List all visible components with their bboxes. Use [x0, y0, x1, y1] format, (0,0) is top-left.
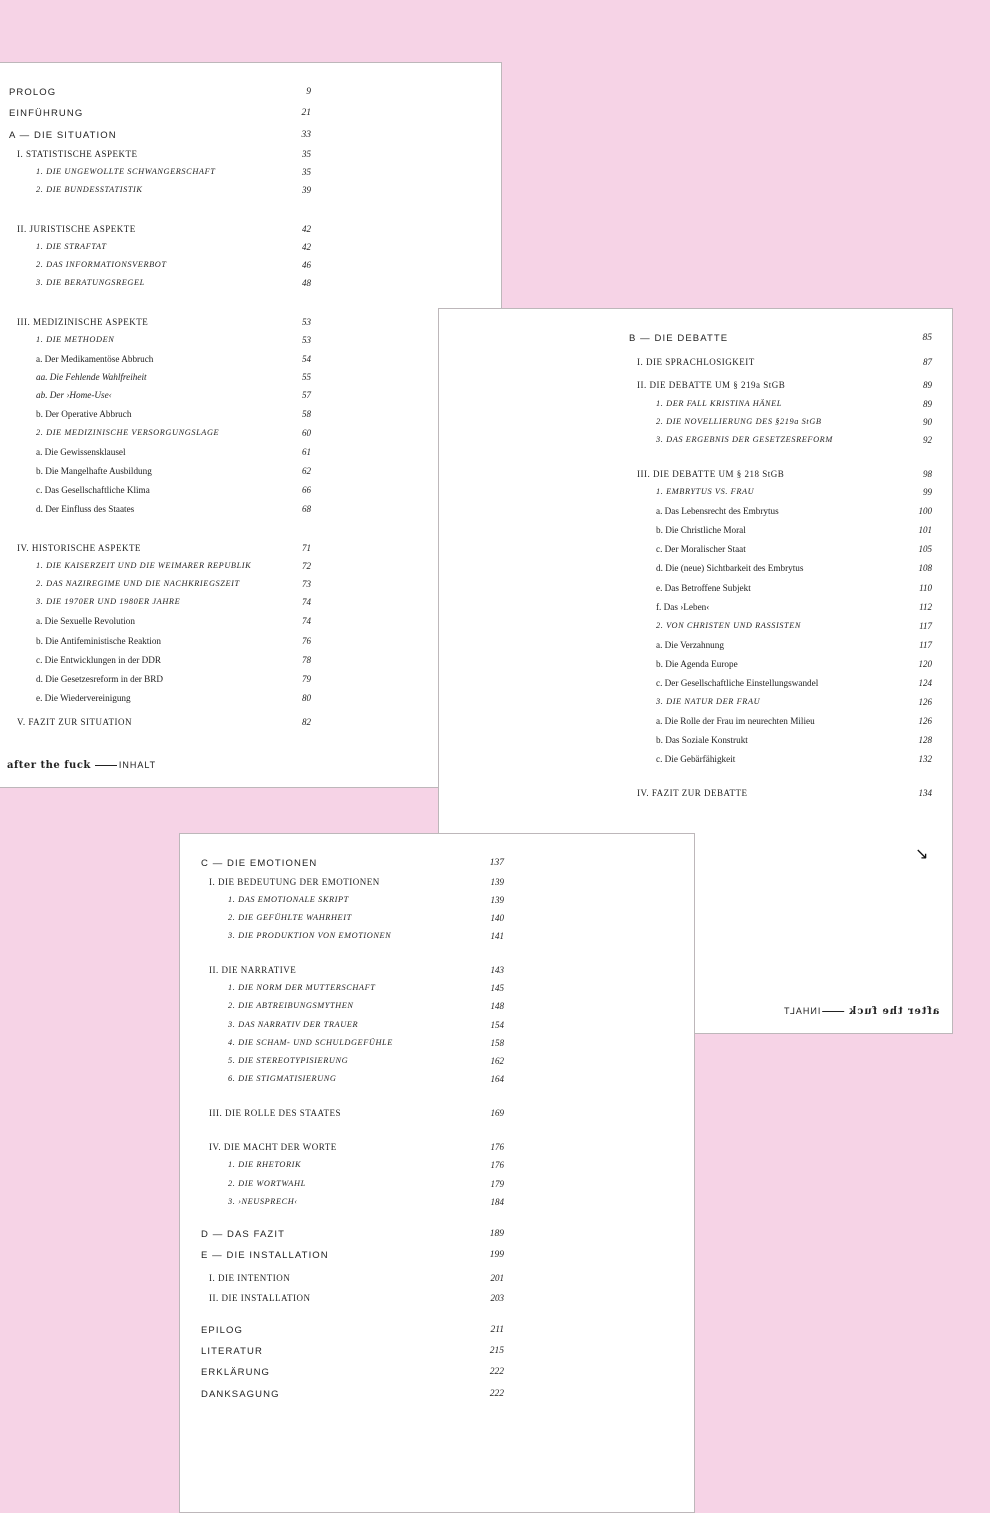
entry-page: 54 — [302, 354, 311, 364]
entry-title: 1. DIE UNGEWOLLTE SCHWANGERSCHAFT — [36, 167, 216, 176]
entry-page: 35 — [302, 149, 311, 159]
entry-title: 1. DIE METHODEN — [36, 335, 115, 344]
entry-page: 215 — [489, 1346, 504, 1356]
entry-page: 76 — [302, 636, 311, 646]
entry-title: d. Die Gesetzesreform in der BRD — [36, 674, 164, 684]
entry-page: 176 — [490, 1142, 504, 1152]
entry-title: LITERATUR — [201, 1346, 263, 1357]
entry-title: c. Das Gesellschaftliche Klima — [36, 485, 150, 495]
entry-page: 126 — [918, 716, 932, 726]
entry-page: 189 — [489, 1229, 504, 1239]
entry-title: EPILOG — [201, 1325, 243, 1336]
entry-page: 98 — [923, 469, 932, 479]
entry-page: 71 — [302, 543, 311, 553]
entry-title: 6. DIE STIGMATISIERUNG — [228, 1074, 337, 1083]
entry-page: 92 — [923, 435, 932, 445]
entry-page: 82 — [302, 717, 311, 727]
entry-title: IV. DIE MACHT DER WORTE — [209, 1142, 337, 1152]
toc-entry[interactable] — [9, 636, 311, 650]
entry-page: 35 — [302, 167, 311, 177]
toc-entry[interactable] — [201, 1020, 504, 1034]
entry-title: B — DIE DEBATTE — [629, 333, 729, 344]
entry-title: 2. VON CHRISTEN UND RASSISTEN — [656, 621, 802, 630]
toc-entry[interactable] — [9, 543, 311, 557]
page-footer-mirrored — [783, 1006, 939, 1017]
entry-page: 100 — [918, 506, 932, 516]
footer-label: INHALT — [783, 1006, 821, 1016]
entry-page: 117 — [919, 621, 932, 631]
entry-page: 112 — [919, 602, 932, 612]
brand-logo: after the fuck — [848, 1006, 940, 1017]
entry-title: a. Der Medikamentöse Abbruch — [36, 354, 154, 364]
entry-page: 73 — [302, 579, 311, 589]
entry-page: 68 — [302, 504, 311, 514]
entry-page: 53 — [302, 335, 311, 345]
entry-title: c. Der Moralischer Staat — [656, 544, 746, 554]
entry-title: a. Die Rolle der Frau im neurechten Milieu — [656, 716, 815, 726]
entry-title: IV. FAZIT ZUR DEBATTE — [637, 788, 748, 798]
toc-entry[interactable] — [9, 561, 311, 575]
toc-entry-c-emotionen[interactable] — [201, 858, 504, 872]
entry-title: V. FAZIT ZUR SITUATION — [17, 717, 133, 727]
entry-title: I. DIE BEDEUTUNG DER EMOTIONEN — [209, 877, 380, 887]
entry-page: 74 — [302, 597, 311, 607]
entry-title: aa. Die Fehlende Wahlfreiheit — [36, 372, 147, 382]
toc-entry[interactable] — [629, 697, 932, 711]
entry-title: f. Das ›Leben‹ — [656, 602, 710, 612]
entry-title: C — DIE EMOTIONEN — [201, 858, 318, 869]
entry-page: 46 — [302, 260, 311, 270]
toc-entry[interactable] — [9, 597, 311, 611]
toc-entry[interactable] — [629, 788, 932, 802]
toc-entry[interactable] — [201, 1142, 504, 1156]
toc-entry[interactable] — [629, 659, 932, 673]
entry-title: 2. DIE MEDIZINISCHE VERSORGUNGSLAGE — [36, 428, 220, 437]
toc-entry[interactable] — [629, 399, 932, 413]
entry-title: b. Die Mangelhafte Ausbildung — [36, 466, 152, 476]
entry-page: 134 — [918, 788, 932, 798]
entry-title: 1. DIE NORM DER MUTTERSCHAFT — [228, 983, 376, 992]
entry-title: 1. DER FALL KRISTINA HÄNEL — [656, 399, 783, 408]
entry-page: 9 — [306, 87, 311, 97]
toc-entry[interactable] — [201, 1160, 504, 1174]
entry-title: 2. DIE NOVELLIERUNG DES §219a StGB — [656, 417, 822, 426]
toc-entry[interactable] — [9, 428, 311, 442]
toc-entry[interactable] — [629, 640, 932, 654]
entry-title: ab. Der ›Home-Use‹ — [36, 390, 112, 400]
entry-title: c. Die Entwicklungen in der DDR — [36, 655, 162, 665]
entry-title: EINFÜHRUNG — [9, 108, 84, 119]
entry-page: 42 — [302, 224, 311, 234]
entry-page: 39 — [302, 185, 311, 195]
toc-entry[interactable] — [201, 913, 504, 927]
entry-title: E — DIE INSTALLATION — [201, 1250, 329, 1261]
toc-entry[interactable] — [629, 544, 932, 558]
entry-page: 126 — [918, 697, 932, 707]
toc-entry[interactable] — [9, 260, 311, 274]
entry-page: 58 — [302, 409, 311, 419]
entry-title: a. Die Gewissensklausel — [36, 447, 126, 457]
toc-entry[interactable] — [629, 380, 932, 394]
toc-entry[interactable] — [629, 487, 932, 501]
entry-title: 3. DAS ERGEBNIS DER GESETZESREFORM — [656, 435, 833, 444]
toc-entry[interactable] — [9, 579, 311, 593]
entry-page: 137 — [489, 858, 504, 868]
toc-entry[interactable] — [201, 1293, 504, 1307]
entry-title: 2. DIE ABTREIBUNGSMYTHEN — [228, 1001, 354, 1010]
toc-entry-danksagung[interactable] — [201, 1389, 504, 1403]
entry-title: 1. DAS EMOTIONALE SKRIPT — [228, 895, 349, 904]
entry-title: 2. DAS INFORMATIONSVERBOT — [36, 260, 167, 269]
toc-entry[interactable] — [9, 224, 311, 238]
entry-title: II. DIE DEBATTE UM § 219a StGB — [637, 380, 786, 390]
entry-title: 1. DIE KAISERZEIT UND DIE WEIMARER REPUBLIK — [36, 561, 252, 570]
entry-page: 203 — [490, 1293, 504, 1303]
toc-entry[interactable] — [629, 754, 932, 768]
footer-rule — [95, 765, 117, 766]
entry-page: 101 — [918, 525, 932, 535]
entry-title: b. Das Soziale Konstrukt — [656, 735, 748, 745]
toc-entry[interactable] — [9, 655, 311, 669]
toc-page-3 — [179, 833, 695, 1513]
entry-page: 143 — [490, 965, 504, 975]
toc-entry[interactable] — [9, 278, 311, 292]
entry-page: 162 — [490, 1056, 504, 1066]
toc-entry-a-situation[interactable] — [9, 130, 311, 144]
entry-title: ERKLÄRUNG — [201, 1367, 271, 1378]
entry-page: 80 — [302, 693, 311, 703]
entry-page: 222 — [489, 1389, 504, 1399]
toc-entry[interactable] — [201, 965, 504, 979]
toc-entry[interactable] — [9, 447, 311, 461]
entry-page: 21 — [301, 108, 311, 118]
toc-entry[interactable] — [201, 895, 504, 909]
entry-page: 78 — [302, 655, 311, 665]
entry-page: 164 — [490, 1074, 504, 1084]
toc-entry[interactable] — [201, 1074, 504, 1088]
toc-entry[interactable] — [201, 1197, 504, 1211]
entry-title: 2. DIE WORTWAHL — [228, 1179, 306, 1188]
entry-title: II. JURISTISCHE ASPEKTE — [17, 224, 136, 234]
entry-page: 120 — [918, 659, 932, 669]
entry-title: 1. DIE RHETORIK — [228, 1160, 302, 1169]
toc-entry-prolog[interactable] — [9, 87, 311, 101]
footer-rule — [822, 1011, 844, 1012]
entry-title: III. MEDIZINISCHE ASPEKTE — [17, 317, 149, 327]
toc-entry[interactable] — [629, 563, 932, 577]
entry-title: b. Der Operative Abbruch — [36, 409, 132, 419]
entry-page: 139 — [490, 895, 504, 905]
entry-title: 2. DIE GEFÜHLTE WAHRHEIT — [228, 913, 352, 922]
toc-entry-d-fazit[interactable] — [201, 1229, 504, 1243]
entry-page: 48 — [302, 278, 311, 288]
entry-title: e. Das Betroffene Subjekt — [656, 583, 751, 593]
toc-entry[interactable] — [9, 354, 311, 368]
toc-entry[interactable] — [629, 678, 932, 692]
entry-title: 3. DIE BERATUNGSREGEL — [36, 278, 145, 287]
toc-entry[interactable] — [9, 317, 311, 331]
entry-page: 53 — [302, 317, 311, 327]
toc-entry[interactable] — [201, 1179, 504, 1193]
entry-title: DANKSAGUNG — [201, 1389, 280, 1400]
entry-title: 2. DAS NAZIREGIME UND DIE NACHKRIEGSZEIT — [36, 579, 240, 588]
entry-page: 124 — [918, 678, 932, 688]
entry-title: 1. DIE STRAFTAT — [36, 242, 107, 251]
entry-page: 85 — [922, 333, 932, 343]
toc-entry[interactable] — [629, 469, 932, 483]
entry-page: 87 — [923, 357, 932, 367]
entry-page: 139 — [490, 877, 504, 887]
toc-entry[interactable] — [9, 335, 311, 349]
entry-page: 128 — [918, 735, 932, 745]
toc-entry[interactable] — [629, 735, 932, 749]
entry-page: 179 — [490, 1179, 504, 1189]
toc-entry[interactable] — [629, 602, 932, 616]
entry-title: II. DIE INSTALLATION — [209, 1293, 311, 1303]
entry-title: I. STATISTISCHE ASPEKTE — [17, 149, 138, 159]
entry-page: 66 — [302, 485, 311, 495]
toc-entry[interactable] — [629, 621, 932, 635]
entry-title: III. DIE DEBATTE UM § 218 StGB — [637, 469, 785, 479]
entry-page: 99 — [923, 487, 932, 497]
entry-page: 62 — [302, 466, 311, 476]
toc-entry[interactable] — [201, 877, 504, 891]
entry-title: b. Die Christliche Moral — [656, 525, 746, 535]
toc-entry[interactable] — [201, 1273, 504, 1287]
toc-entry-epilog[interactable] — [201, 1325, 504, 1339]
toc-entry-e-installation[interactable] — [201, 1250, 504, 1264]
entry-title: c. Die Gebärfähigkeit — [656, 754, 736, 764]
page-footer — [7, 760, 156, 771]
footer-label: INHALT — [118, 760, 157, 770]
toc-entry[interactable] — [629, 583, 932, 597]
toc-entry[interactable] — [201, 1108, 504, 1122]
entry-title: a. Die Verzahnung — [656, 640, 724, 650]
entry-page: 89 — [923, 399, 932, 409]
entry-title: a. Die Sexuelle Revolution — [36, 616, 135, 626]
entry-page: 199 — [489, 1250, 504, 1260]
toc-entry[interactable] — [9, 504, 311, 518]
entry-page: 201 — [490, 1273, 504, 1283]
entry-page: 42 — [302, 242, 311, 252]
entry-page: 90 — [923, 417, 932, 427]
toc-entry[interactable] — [9, 149, 311, 163]
toc-entry[interactable] — [9, 717, 311, 731]
toc-entry[interactable] — [9, 674, 311, 688]
toc-entry[interactable] — [629, 525, 932, 539]
toc-entry-einfuehrung[interactable] — [9, 108, 311, 122]
entry-title: b. Die Agenda Europe — [656, 659, 738, 669]
entry-page: 141 — [490, 931, 504, 941]
toc-entry[interactable] — [201, 1001, 504, 1015]
toc-entry[interactable] — [201, 931, 504, 945]
toc-entry-b-debatte[interactable] — [629, 333, 932, 347]
entry-page: 148 — [490, 1001, 504, 1011]
arrow-down-right-icon[interactable]: ↘ — [915, 844, 929, 863]
entry-page: 105 — [918, 544, 932, 554]
entry-page: 169 — [490, 1108, 504, 1118]
entry-title: b. Die Antifeministische Reaktion — [36, 636, 162, 646]
entry-page: 154 — [490, 1020, 504, 1030]
entry-page: 117 — [919, 640, 932, 650]
entry-title: II. DIE NARRATIVE — [209, 965, 297, 975]
toc-entry[interactable] — [201, 1038, 504, 1052]
toc-entry[interactable] — [9, 167, 311, 181]
entry-title: III. DIE ROLLE DES STAATES — [209, 1108, 342, 1118]
entry-title: 3. DIE NATUR DER FRAU — [656, 697, 761, 706]
toc-entry[interactable] — [9, 693, 311, 707]
entry-page: 57 — [302, 390, 311, 400]
toc-entry[interactable] — [629, 435, 932, 449]
entry-page: 55 — [302, 372, 311, 382]
entry-page: 132 — [918, 754, 932, 764]
toc-entry[interactable] — [9, 242, 311, 256]
entry-title: D — DAS FAZIT — [201, 1229, 285, 1240]
toc-entry[interactable] — [629, 506, 932, 520]
toc-entry-erklaerung[interactable] — [201, 1367, 504, 1381]
entry-title: 3. DIE PRODUKTION VON EMOTIONEN — [228, 931, 392, 940]
toc-entry[interactable] — [9, 390, 311, 404]
entry-page: 145 — [490, 983, 504, 993]
toc-entry[interactable] — [9, 616, 311, 630]
entry-title: I. DIE INTENTION — [209, 1273, 291, 1283]
entry-title: 3. ›NEUSPRECH‹ — [228, 1197, 298, 1206]
entry-page: 158 — [490, 1038, 504, 1048]
entry-page: 108 — [918, 563, 932, 573]
toc-entry[interactable] — [201, 1056, 504, 1070]
toc-page-1 — [0, 62, 502, 788]
toc-entry[interactable] — [629, 357, 932, 371]
toc-entry[interactable] — [9, 185, 311, 199]
entry-page: 60 — [302, 428, 311, 438]
toc-entry[interactable] — [629, 716, 932, 730]
toc-entry[interactable] — [9, 485, 311, 499]
entry-title: IV. HISTORISCHE ASPEKTE — [17, 543, 141, 553]
entry-page: 79 — [302, 674, 311, 684]
entry-title: 5. DIE STEREOTYPISIERUNG — [228, 1056, 349, 1065]
entry-page: 140 — [490, 913, 504, 923]
entry-page: 89 — [923, 380, 932, 390]
entry-title: 2. DIE BUNDESSTATISTIK — [36, 185, 143, 194]
toc-entry[interactable] — [9, 409, 311, 423]
entry-page: 110 — [919, 583, 932, 593]
entry-page: 222 — [489, 1367, 504, 1377]
entry-title: c. Der Gesellschaftliche Einstellungswandel — [656, 678, 819, 688]
toc-entry[interactable] — [9, 372, 311, 386]
entry-page: 72 — [302, 561, 311, 571]
toc-entry-literatur[interactable] — [201, 1346, 504, 1360]
entry-page: 74 — [302, 616, 311, 626]
entry-page: 184 — [490, 1197, 504, 1207]
entry-title: a. Das Lebensrecht des Embrytus — [656, 506, 779, 516]
entry-title: d. Der Einfluss des Staates — [36, 504, 135, 514]
entry-title: 4. DIE SCHAM- UND SCHULDGEFÜHLE — [228, 1038, 393, 1047]
brand-logo: after the fuck — [7, 760, 91, 771]
toc-entry[interactable] — [9, 466, 311, 480]
entry-title: 1. EMBRYTUS VS. FRAU — [656, 487, 755, 496]
entry-title: e. Die Wiedervereinigung — [36, 693, 131, 703]
toc-entry[interactable] — [629, 417, 932, 431]
entry-page: 33 — [301, 130, 311, 140]
entry-title: d. Die (neue) Sichtbarkeit des Embrytus — [656, 563, 804, 573]
entry-title: 3. DAS NARRATIV DER TRAUER — [228, 1020, 359, 1029]
entry-page: 61 — [302, 447, 311, 457]
entry-title: 3. DIE 1970ER UND 1980ER JAHRE — [36, 597, 181, 606]
entry-title: PROLOG — [9, 87, 57, 98]
entry-page: 211 — [490, 1325, 504, 1335]
entry-page: 176 — [490, 1160, 504, 1170]
toc-entry[interactable] — [201, 983, 504, 997]
entry-title: A — DIE SITUATION — [9, 130, 117, 141]
entry-title: I. DIE SPRACHLOSIGKEIT — [637, 357, 755, 367]
